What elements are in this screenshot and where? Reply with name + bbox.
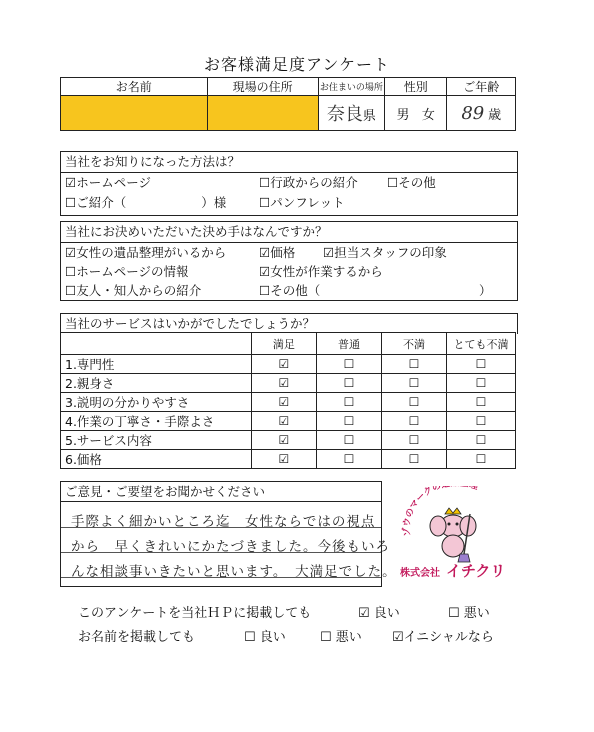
prefecture-suffix: 県 — [362, 109, 376, 124]
header-gender-label: 性別 — [384, 78, 447, 96]
rating-checkbox[interactable]: ☐ — [382, 374, 447, 393]
option-other-close: ） — [479, 283, 492, 298]
rating-checkbox[interactable]: ☐ — [316, 355, 381, 374]
name-consent-initial[interactable]: ☑イニシャルなら — [392, 630, 494, 645]
option-homepage[interactable]: ☑ホームページ — [65, 175, 151, 190]
rating-row-label: 2.親身さ — [61, 374, 252, 393]
rating-row-label: 5.サービス内容 — [61, 431, 252, 450]
rating-row — [61, 355, 516, 374]
header-residence-label: お住まいの場所 — [318, 78, 384, 96]
comment-line-2: から 早くきれいにかたづきました。今後もいろ — [71, 539, 390, 555]
hp-consent-text: このアンケートを当社ＨＰに掲載しても — [78, 606, 312, 621]
question-deciding-factor-title: 当社にお決めいただいた決め手はなんですか？ — [61, 222, 517, 243]
rating-checkbox[interactable]: ☑ — [251, 450, 316, 469]
logo-company-prefix: 株式会社 — [400, 568, 440, 579]
address-redacted — [207, 96, 318, 131]
rating-checkbox[interactable]: ☑ — [251, 374, 316, 393]
respondent-info-table — [60, 77, 516, 131]
rating-header-very-unsatisfied: とても不満 — [447, 333, 516, 355]
gender-value — [384, 96, 447, 131]
rating-row-label: 4.作業の丁寧さ・手際よさ — [61, 412, 252, 431]
age-value — [447, 96, 516, 131]
option-price[interactable]: ☑価格 — [259, 245, 296, 260]
logo-company-name: イチクリ — [446, 562, 506, 580]
rating-header-normal: 普通 — [316, 333, 381, 355]
hp-consent-good[interactable]: ☑ 良い — [358, 606, 400, 621]
option-other[interactable]: ☐その他 — [387, 175, 436, 190]
question-deciding-factor — [60, 221, 518, 301]
rating-checkbox[interactable]: ☐ — [382, 355, 447, 374]
gender-female: 女 — [421, 107, 435, 123]
rating-checkbox[interactable]: ☐ — [316, 431, 381, 450]
rating-checkbox[interactable]: ☐ — [316, 374, 381, 393]
rating-checkbox[interactable]: ☑ — [251, 393, 316, 412]
rating-checkbox[interactable]: ☐ — [447, 431, 516, 450]
gender-male: 男 — [396, 107, 410, 123]
hp-consent-bad[interactable]: ☐ 悪い — [448, 606, 490, 621]
rating-row — [61, 431, 516, 450]
rating-checkbox[interactable]: ☐ — [447, 355, 516, 374]
comments-box — [60, 481, 397, 587]
rating-checkbox[interactable]: ☐ — [316, 412, 381, 431]
rating-row — [61, 374, 516, 393]
rating-header-satisfied: 満足 — [251, 333, 316, 355]
rating-row — [61, 412, 516, 431]
logo-arc-text: ゾウのマークの 理 — [402, 486, 480, 537]
option-referral[interactable]: ☐ご紹介（ ）様 — [65, 195, 227, 210]
name-consent-bad[interactable]: ☐ 悪い — [320, 630, 362, 645]
prefecture-handwritten: 奈良 — [326, 104, 363, 125]
rating-checkbox[interactable]: ☐ — [447, 374, 516, 393]
question-service-title: 当社のサービスはいかがでしたでしょうか？ — [65, 316, 316, 331]
rating-checkbox[interactable]: ☐ — [316, 450, 381, 469]
option-female-worker[interactable]: ☑女性の遺品整理がいるから — [65, 245, 227, 260]
rating-checkbox[interactable]: ☐ — [382, 393, 447, 412]
name-consent-good[interactable]: ☐ 良い — [244, 630, 286, 645]
option-friend-referral[interactable]: ☐友人・知人からの紹介 — [65, 283, 202, 298]
rating-row — [61, 450, 516, 469]
option-gov-referral[interactable]: ☐行政からの紹介 — [259, 175, 358, 190]
name-redacted — [61, 96, 208, 131]
survey-title: お客様満足度アンケート — [203, 55, 391, 74]
comment-line-1: 手際よく細かいところ迄 女性ならではの視点 — [71, 514, 376, 530]
rating-checkbox[interactable]: ☑ — [251, 355, 316, 374]
rating-checkbox[interactable]: ☐ — [382, 450, 447, 469]
rating-header-unsatisfied: 不満 — [382, 333, 447, 355]
rating-checkbox[interactable]: ☐ — [382, 412, 447, 431]
header-name-label: お名前 — [61, 78, 208, 96]
question-how-found-title: 当社をお知りになった方法は？ — [61, 152, 517, 173]
header-age-label: ご年齢 — [447, 78, 516, 96]
age-suffix: 歳 — [488, 107, 502, 123]
rating-checkbox[interactable]: ☑ — [251, 431, 316, 450]
comments-heading: ご意見・ご要望をお聞かせください — [61, 482, 381, 502]
option-hp-info[interactable]: ☐ホームページの情報 — [65, 264, 189, 279]
option-staff-impression[interactable]: ☑担当スタッフの印象 — [323, 245, 447, 260]
company-logo — [398, 486, 516, 586]
option-other[interactable]: ☐その他（ — [259, 283, 321, 298]
name-consent-text: お名前を掲載しても — [78, 630, 196, 645]
residence-value — [318, 96, 384, 131]
header-address-label: 現場の住所 — [207, 78, 318, 96]
rating-row — [61, 393, 516, 412]
comment-line-3: んな相談事いきたいと思います。 大満足でした。 — [71, 564, 397, 580]
rating-checkbox[interactable]: ☐ — [447, 412, 516, 431]
service-rating-table — [60, 332, 516, 469]
question-service-title-box — [60, 313, 518, 334]
rating-row-label: 1.専門性 — [61, 355, 252, 374]
option-pamphlet[interactable]: ☐パンフレット — [259, 195, 345, 210]
rating-checkbox[interactable]: ☑ — [251, 412, 316, 431]
question-how-found — [60, 151, 518, 216]
rating-header-blank — [61, 333, 252, 355]
rating-row-label: 6.価格 — [61, 450, 252, 469]
rating-checkbox[interactable]: ☐ — [382, 431, 447, 450]
option-female-work[interactable]: ☑女性が作業するから — [259, 264, 383, 279]
rating-row-label: 3.説明の分かりやすさ — [61, 393, 252, 412]
rating-checkbox[interactable]: ☐ — [447, 450, 516, 469]
age-handwritten: 89 — [461, 102, 485, 124]
rating-checkbox[interactable]: ☐ — [316, 393, 381, 412]
rating-checkbox[interactable]: ☐ — [447, 393, 516, 412]
